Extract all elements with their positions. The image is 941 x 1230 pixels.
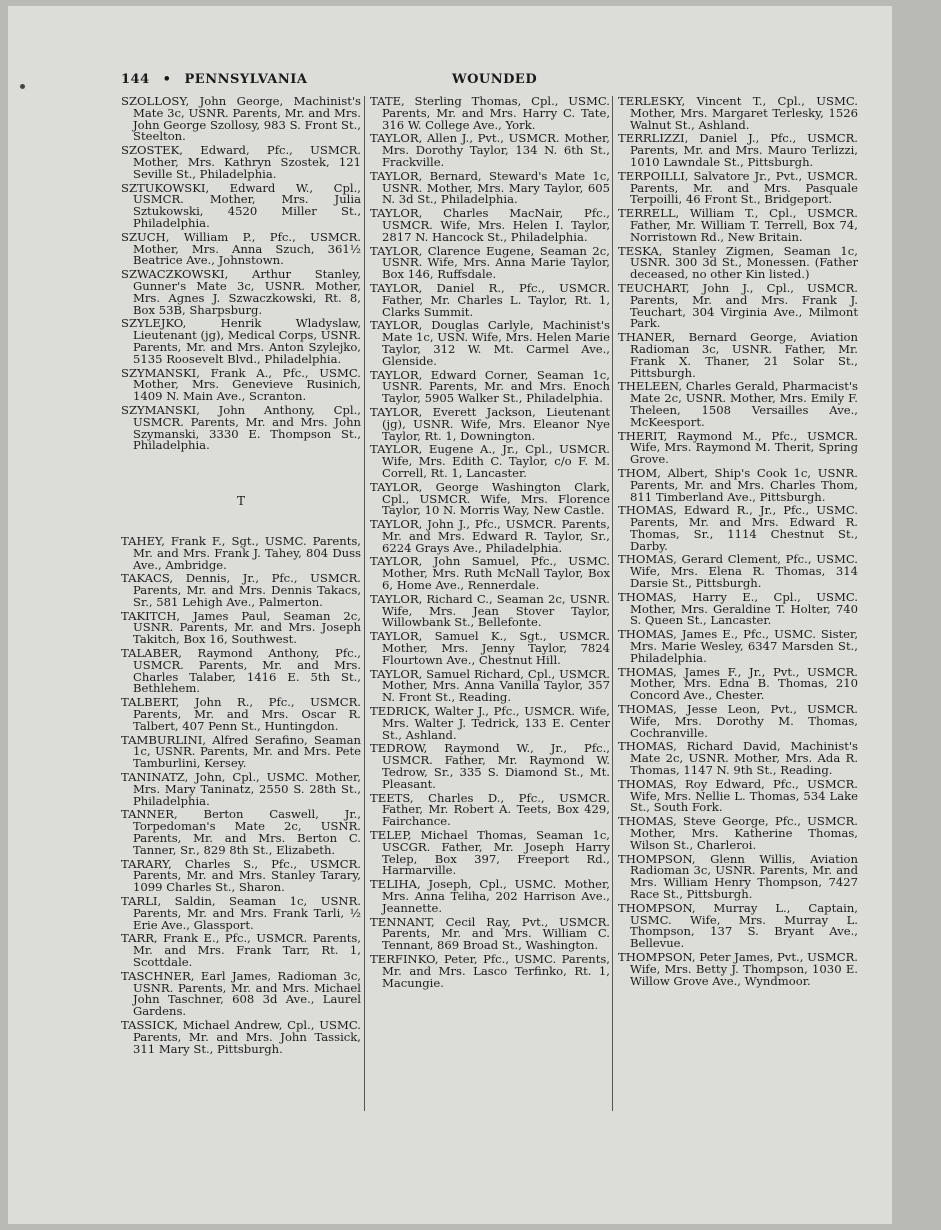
casualty-entry: TAYLOR, Samuel Richard, Cpl., USMCR. Mother, Mrs. Anna Vanilla Taylor, 357 N. Front St., Reading. (370, 666, 610, 705)
casualty-entry: THELEEN, Charles Gerald, Pharmacist's Mate 2c, USNR. Mother, Mrs. Emily F. Theleen, 1508 Versailles Ave., McKeesport. (618, 379, 858, 429)
column-1 (121, 96, 361, 1057)
casualty-entry: TAHEY, Frank F., Sgt., USMC. Parents, Mr. and Mrs. Frank J. Tahey, 804 Duss Ave., Ambridge. (121, 533, 361, 572)
punch-hole-mark (20, 84, 25, 89)
section-title: WOUNDED (452, 72, 538, 87)
column-1-entries-t (121, 533, 361, 1056)
casualty-entry: SZYMANSKI, John Anthony, Cpl., USMCR. Parents, Mr. and Mrs. John Szymanski, 3330 E. Thompson St., Philadelphia. (121, 402, 361, 453)
casualty-entry: THERIT, Raymond M., Pfc., USMCR. Wife, Mrs. Raymond M. Therit, Spring Grove. (618, 428, 858, 467)
casualty-entry: TAYLOR, Samuel K., Sgt., USMCR. Mother, Mrs. Jenny Taylor, 7824 Flourtown Ave., Chestnut Hill. (370, 629, 610, 667)
casualty-entry: TARLI, Saldin, Seaman 1c, USNR. Parents, Mr. and Mrs. Frank Tarli, ½ Erie Ave., Glassport. (121, 894, 361, 932)
casualty-entry: SZOLLOSY, John George, Machinist's Mate 3c, USNR. Parents, Mr. and Mrs. John George Szollosy, 983 S. Front St., Steelton. (121, 94, 361, 144)
casualty-entry: TANINATZ, John, Cpl., USMC. Mother, Mrs. Mary Taninatz, 2550 S. 28th St., Philadelphia. (121, 770, 361, 808)
casualty-entry: THOMPSON, Glenn Willis, Aviation Radioman 3c, USNR. Parents, Mr. and Mrs. William Henry Thompson, 7427 Race St., Pittsburgh. (618, 851, 858, 901)
casualty-entry: THANER, Bernard George, Aviation Radioman 3c, USNR. Father, Mr. Frank X. Thaner, 21 Solar St., Pittsburgh. (618, 330, 858, 380)
casualty-entry: THOMAS, Edward R., Jr., Pfc., USMC. Parents, Mr. and Mrs. Edward R. Thomas, Sr., 1114 Chestnut St., Darby. (618, 503, 858, 553)
running-header-left (121, 72, 307, 87)
casualty-entry: TALBERT, John R., Pfc., USMCR. Parents, Mr. and Mrs. Oscar R. Talbert, 407 Penn St., Huntingdon. (121, 695, 361, 733)
casualty-entry: TAKACS, Dennis, Jr., Pfc., USMCR. Parents, Mr. and Mrs. Dennis Takacs, Sr., 581 Lehigh Ave., Palmerton. (121, 571, 361, 609)
casualty-entry: TAMBURLINI, Alfred Serafino, Seaman 1c, USNR. Parents, Mr. and Mrs. Pete Tamburlini, Kersey. (121, 732, 361, 771)
casualty-entry: TELEP, Michael Thomas, Seaman 1c, USCGR. Father, Mr. Joseph Harry Telep, Box 397, Freeport Rd., Harmarville. (370, 828, 610, 878)
casualty-entry: TESKA, Stanley Zigmen, Seaman 1c, USNR. 300 3d St., Monessen. (Father deceased, no other Kin listed.) (618, 243, 858, 282)
casualty-entry: TAYLOR, John J., Pfc., USMCR. Parents, Mr. and Mrs. Edward R. Taylor, Sr., 6224 Grays Ave., Philadelphia. (370, 517, 610, 555)
casualty-entry: TAYLOR, Eugene A., Jr., Cpl., USMCR. Wife, Mrs. Edith C. Taylor, c/o F. M. Correll, Rt. 1, Lancaster. (370, 442, 610, 480)
casualty-entry: TERFINKO, Peter, Pfc., USMC. Parents, Mr. and Mrs. Lasco Terfinko, Rt. 1, Macungie. (370, 951, 610, 990)
casualty-entry: TARR, Frank E., Pfc., USMCR. Parents, Mr. and Mrs. Frank Tarr, Rt. 1, Scottdale. (121, 931, 361, 969)
casualty-entry: THOMAS, Harry E., Cpl., USMC. Mother, Mrs. Geraldine T. Holter, 740 S. Queen St., Lancaster. (618, 589, 858, 628)
casualty-entry: TAYLOR, Allen J., Pvt., USMCR. Mother, Mrs. Dorothy Taylor, 134 N. 6th St., Frackville. (370, 131, 610, 169)
casualty-entry: THOMAS, Steve George, Pfc., USMCR. Mother, Mrs. Katherine Thomas, Wilson St., Charleroi. (618, 814, 858, 852)
casualty-entry: TAYLOR, Charles MacNair, Pfc., USMCR. Wife, Mrs. Helen I. Taylor, 2817 N. Hancock St., Philadelphia. (370, 206, 610, 244)
casualty-entry: TAYLOR, Daniel R., Pfc., USMCR. Father, Mr. Charles L. Taylor, Rt. 1, Clarks Summit. (370, 280, 610, 319)
casualty-entry: TERPOILLI, Salvatore Jr., Pvt., USMCR. Parents, Mr. and Mrs. Pasquale Terpoilli, 46 Front St., Bridgeport. (618, 168, 858, 207)
casualty-entry: TAYLOR, Bernard, Steward's Mate 1c, USNR. Mother, Mrs. Mary Taylor, 605 N. 3d St., Philadelphia. (370, 168, 610, 207)
casualty-entry: TASSICK, Michael Andrew, Cpl., USMC. Parents, Mr. and Mrs. John Tassick, 311 Mary St., Pittsburgh. (121, 1017, 361, 1056)
casualty-entry: TEUCHART, John J., Cpl., USMCR. Parents, Mr. and Mrs. Frank J. Teuchart, 304 Virginia Ave., Milmont Park. (618, 280, 858, 331)
casualty-entry: THOMAS, Gerard Clement, Pfc., USMC. Wife, Mrs. Elena R. Thomas, 314 Darsie St., Pittsburgh. (618, 552, 858, 591)
casualty-entry: TELIHA, Joseph, Cpl., USMC. Mother, Mrs. Anna Teliha, 202 Harrison Ave., Jeannette. (370, 877, 610, 915)
casualty-entry: TAKITCH, James Paul, Seaman 2c, USNR. Parents, Mr. and Mrs. Joseph Takitch, Box 16, Southwest. (121, 608, 361, 647)
column-3 (618, 96, 858, 989)
casualty-entry: THOMAS, Roy Edward, Pfc., USMCR. Wife, Mrs. Nellie L. Thomas, 534 Lake St., South Fork. (618, 776, 858, 815)
casualty-entry: TAYLOR, John Samuel, Pfc., USMC. Mother, Mrs. Ruth McNall Taylor, Box 6, Home Ave., Rennerdale. (370, 554, 610, 593)
casualty-entry: TASCHNER, Earl James, Radioman 3c, USNR. Parents, Mr. and Mrs. Michael John Taschner, 608 3d Ave., Laurel Gardens. (121, 968, 361, 1019)
casualty-entry: TANNER, Berton Caswell, Jr., Torpedoman's Mate 2c, USNR. Parents, Mr. and Mrs. Berton C. Tanner, Sr., 829 8th St., Elizabeth. (121, 807, 361, 857)
column-1-entries (121, 96, 361, 452)
casualty-entry: THOM, Albert, Ship's Cook 1c, USNR. Parents, Mr. and Mrs. Charles Thom, 811 Timberland Ave., Pittsburgh. (618, 465, 858, 504)
casualty-entry: SZOSTEK, Edward, Pfc., USMCR. Mother, Mrs. Kathryn Szostek, 121 Seville St., Philadelphia. (121, 143, 361, 181)
casualty-entry: TAYLOR, Richard C., Seaman 2c, USNR. Wife, Mrs. Jean Stover Taylor, Willowbank St., Bellefonte. (370, 591, 610, 630)
casualty-entry: THOMAS, James F., Jr., Pvt., USMCR. Mother, Mrs. Edna B. Thomas, 210 Concord Ave., Chester. (618, 664, 858, 703)
casualty-entry: THOMPSON, Murray L., Captain, USMC. Wife, Mrs. Murray L. Thompson, 137 S. Bryant Ave., Bellevue. (618, 900, 858, 951)
casualty-entry: TAYLOR, Douglas Carlyle, Machinist's Mate 1c, USN. Wife, Mrs. Helen Marie Taylor, 312 W. Mt. Carmel Ave., Glenside. (370, 318, 610, 368)
casualty-entry: THOMAS, Richard David, Machinist's Mate 2c, USNR. Mother, Mrs. Ada R. Thomas, 1147 N. 9th St., Reading. (618, 739, 858, 778)
casualty-entry: TEETS, Charles D., Pfc., USMCR. Father, Mr. Robert A. Teets, Box 429, Fairchance. (370, 790, 610, 829)
page-number: 144 (121, 72, 150, 87)
header-bullet: • (162, 72, 172, 87)
document-page (8, 6, 892, 1224)
casualty-entry: SZWACZKOWSKI, Arthur Stanley, Gunner's Mate 3c, USNR. Mother, Mrs. Agnes J. Szwaczkowski, Rt. 8, Box 53B, Sharpsburg. (121, 267, 361, 317)
section-letter: T (236, 494, 245, 509)
casualty-entry: THOMAS, James E., Pfc., USMC. Sister, Mrs. Marie Wesley, 6347 Marsden St., Philadelphia. (618, 627, 858, 665)
casualty-entry: SZYMANSKI, Frank A., Pfc., USMC. Mother, Mrs. Genevieve Rusinich, 1409 N. Main Ave., Scranton. (121, 365, 361, 404)
casualty-entry: TERLESKY, Vincent T., Cpl., USMC. Mother, Mrs. Margaret Terlesky, 1526 Walnut St., Ashland. (618, 94, 858, 132)
casualty-entry: TAYLOR, Everett Jackson, Lieutenant (jg), USNR. Wife, Mrs. Eleanor Nye Taylor, Rt. 1, Downington. (370, 404, 610, 443)
casualty-entry: THOMPSON, Peter James, Pvt., USMCR. Wife, Mrs. Betty J. Thompson, 1030 E. Willow Grove Ave., Wyndmoor. (618, 949, 858, 988)
casualty-entry: THOMAS, Jesse Leon, Pvt., USMCR. Wife, Mrs. Dorothy M. Thomas, Cochranville. (618, 702, 858, 740)
casualty-entry: TARARY, Charles S., Pfc., USMCR. Parents, Mr. and Mrs. Stanley Tarary, 1099 Charles St., Sharon. (121, 856, 361, 895)
casualty-entry: TEDROW, Raymond W., Jr., Pfc., USMCR. Father, Mr. Raymond W. Tedrow, Sr., 335 S. Diamond St., Mt. Pleasant. (370, 741, 610, 791)
casualty-entry: TENNANT, Cecil Ray, Pvt., USMCR. Parents, Mr. and Mrs. William C. Tennant, 869 Broad St., Washington. (370, 914, 610, 953)
casualty-entry: TERRELL, William T., Cpl., USMCR. Father, Mr. William T. Terrell, Box 74, Norristown Rd., New Britain. (618, 206, 858, 244)
casualty-entry: TALABER, Raymond Anthony, Pfc., USMCR. Parents, Mr. and Mrs. Charles Talaber, 1416 E. 5th St., Bethlehem. (121, 646, 361, 696)
casualty-entry: SZUCH, William P., Pfc., USMCR. Mother, Mrs. Anna Szuch, 361½ Beatrice Ave., Johnstown. (121, 229, 361, 268)
column-divider (364, 96, 365, 1111)
casualty-entry: TAYLOR, George Washington Clark, Cpl., USMCR. Wife, Mrs. Florence Taylor, 10 N. Morris Way, New Castle. (370, 479, 610, 518)
column-divider (612, 96, 613, 1111)
casualty-entry: SZTUKOWSKI, Edward W., Cpl., USMCR. Mother, Mrs. Julia Sztukowski, 4520 Miller St., Philadelphia. (121, 180, 361, 230)
casualty-entry: TATE, Sterling Thomas, Cpl., USMC. Parents, Mr. and Mrs. Harry C. Tate, 316 W. College Ave., York. (370, 94, 610, 132)
state-name: PENNSYLVANIA (184, 72, 308, 87)
casualty-entry: TAYLOR, Edward Corner, Seaman 1c, USNR. Parents, Mr. and Mrs. Enoch Taylor, 5905 Walker St., Philadelphia. (370, 367, 610, 406)
column-2 (370, 96, 610, 991)
casualty-entry: TERRLIZZI, Daniel J., Pfc., USMCR. Parents, Mr. and Mrs. Mauro Terlizzi, 1010 Lawndale St., Pittsburgh. (618, 131, 858, 169)
casualty-entry: TEDRICK, Walter J., Pfc., USMCR. Wife, Mrs. Walter J. Tedrick, 133 E. Center St., Ashland. (370, 704, 610, 742)
casualty-entry: TAYLOR, Clarence Eugene, Seaman 2c, USNR. Wife, Mrs. Anna Marie Taylor, Box 146, Ruffsdale. (370, 243, 610, 282)
casualty-entry: SZYLEJKO, Henrik Wladyslaw, Lieutenant (jg), Medical Corps, USNR. Parents, Mr. and Mrs. Anton Szylejko, 5135 Roosevelt Blvd., Philadelphia. (121, 316, 361, 366)
